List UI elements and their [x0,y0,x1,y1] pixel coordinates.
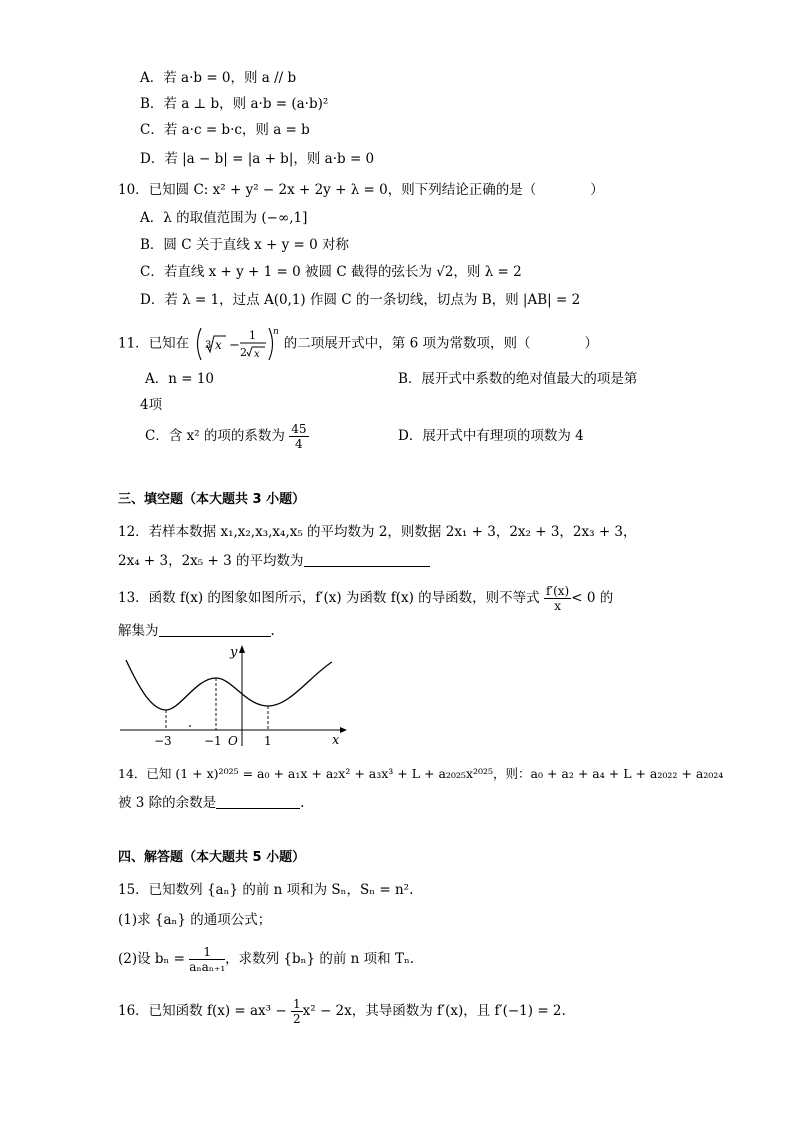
q10-stem: 10．已知圆 C: x² + y² − 2x + 2y + λ = 0，则下列结论正确的是（ ） [118,182,604,198]
q12-line2: 2x₄ + 3，2x₅ + 3 的平均数为 [118,551,430,571]
q15-part2: (2)设 bₙ = $\frac{1}{\text{aₙaₙ₊₁}}$ ，求数列 {bₙ} 的前 n 项和 Tₙ. [118,945,415,974]
q15-fraction: $\frac{1}{\text{aₙaₙ₊₁}}$ [189,945,226,974]
q10-option-a: A．λ 的取值范围为 (−∞,1] [140,210,308,226]
q11-stem: 11．已知在 3 x − 1 2 x n 的二项展开式中，第 6 项为常数项，则（ ） [118,325,598,363]
q15-stem: 15．已知数列 {aₙ} 的前 n 项和为 Sₙ，Sₙ = n². [118,882,414,898]
svg-text:1: 1 [249,329,257,342]
q9-option-b: B．若 a ⊥ b，则 a·b = (a·b)² [140,96,329,112]
answer-blank-12[interactable] [304,552,430,567]
q9-option-d: D．若 |a − b| = |a + b|，则 a·b = 0 [140,151,375,167]
svg-text:3: 3 [205,340,212,351]
function-graph [118,642,350,748]
q16-stem: 16．已知函数 f(x) = ax³ − $\frac{1}{2}$ x² − 2x，其导函数为 f′(x)，且 f′(−1) = 2. [118,997,566,1026]
q11-option-b: B．展开式中系数的绝对值最大的项是第 [398,371,638,387]
svg-text:−: − [229,338,241,353]
curve-f [126,660,332,710]
q11-c-fraction: $\frac{45}{4}$ [291,422,307,451]
stray-dot [189,725,191,727]
x-axis-arrow [340,727,347,733]
q10-option-c: C．若直线 x + y + 1 = 0 被圆 C 截得的弦长为 √2，则 λ = 2 [140,264,522,280]
q13-line1: 13．函数 f(x) 的图象如图所示，f′(x) 为函数 f(x) 的导函数，则不等式 $\frac{f'(x)}{x}$ < 0 的 [118,584,614,613]
x-axis-label: x [332,733,340,748]
tick-label-neg3: −3 [154,734,172,748]
q9-option-c: C．若 a·c = b·c，则 a = b [140,122,310,138]
q14-line1: 14．已知 (1 + x)²⁰²⁵ = a₀ + a₁x + a₂x² + a₃x³ + L + a₂₀₂₅x²⁰²⁵，则：a₀ + a₂ + a₄ + L + a₂₀₂₂ + a₂₀₂₄ [118,766,724,781]
q15-part1: (1)求 {aₙ} 的通项公式； [118,912,272,928]
answer-blank-14[interactable] [216,794,300,809]
svg-text:2: 2 [240,346,248,359]
y-axis-arrow [239,645,245,653]
q11-option-c: C．含 x² 的项的系数为 $\frac{45}{4}$ [145,422,307,451]
left-paren [198,328,202,360]
q14-line2: 被 3 除的余数是 . [118,795,305,811]
right-paren [269,328,273,360]
section-heading-solutions: 四、解答题（本大题共 5 小题） [118,850,306,865]
q12-line1: 12．若样本数据 x₁,x₂,x₃,x₄,x₅ 的平均数为 2，则数据 2x₁ + 3，2x₂ + 3，2x₃ + 3， [118,524,637,540]
q10-option-b: B．圆 C 关于直线 x + y = 0 对称 [140,237,350,253]
tick-label-1: 1 [264,734,272,748]
binomial-expression [193,325,279,363]
q11-option-a: A．n = 10 [145,371,215,387]
answer-blank-13[interactable] [159,622,271,637]
origin-label: O [228,734,238,748]
svg-text:x: x [254,349,261,360]
q13-fraction: $\frac{f'(x)}{x}$ [545,584,570,613]
q16-fraction: $\frac{1}{2}$ [292,997,301,1026]
tick-label-neg1: −1 [204,734,222,748]
q13-line2: 解集为 . [118,623,275,639]
q9-option-a: A．若 a·b = 0，则 a // b [140,70,297,86]
svg-text:n: n [273,327,280,337]
q10-option-d: D．若 λ = 1，过点 A(0,1) 作圆 C 的一条切线，切点为 B，则 |AB| = 2 [140,292,581,308]
q11-option-d: D．展开式中有理项的项数为 4 [398,428,584,444]
q11-option-b-cont: 4项 [140,397,163,413]
section-heading-fill-in: 三、填空题（本大题共 3 小题） [118,492,306,507]
svg-text:x: x [215,338,223,352]
y-axis-label: y [230,645,238,660]
